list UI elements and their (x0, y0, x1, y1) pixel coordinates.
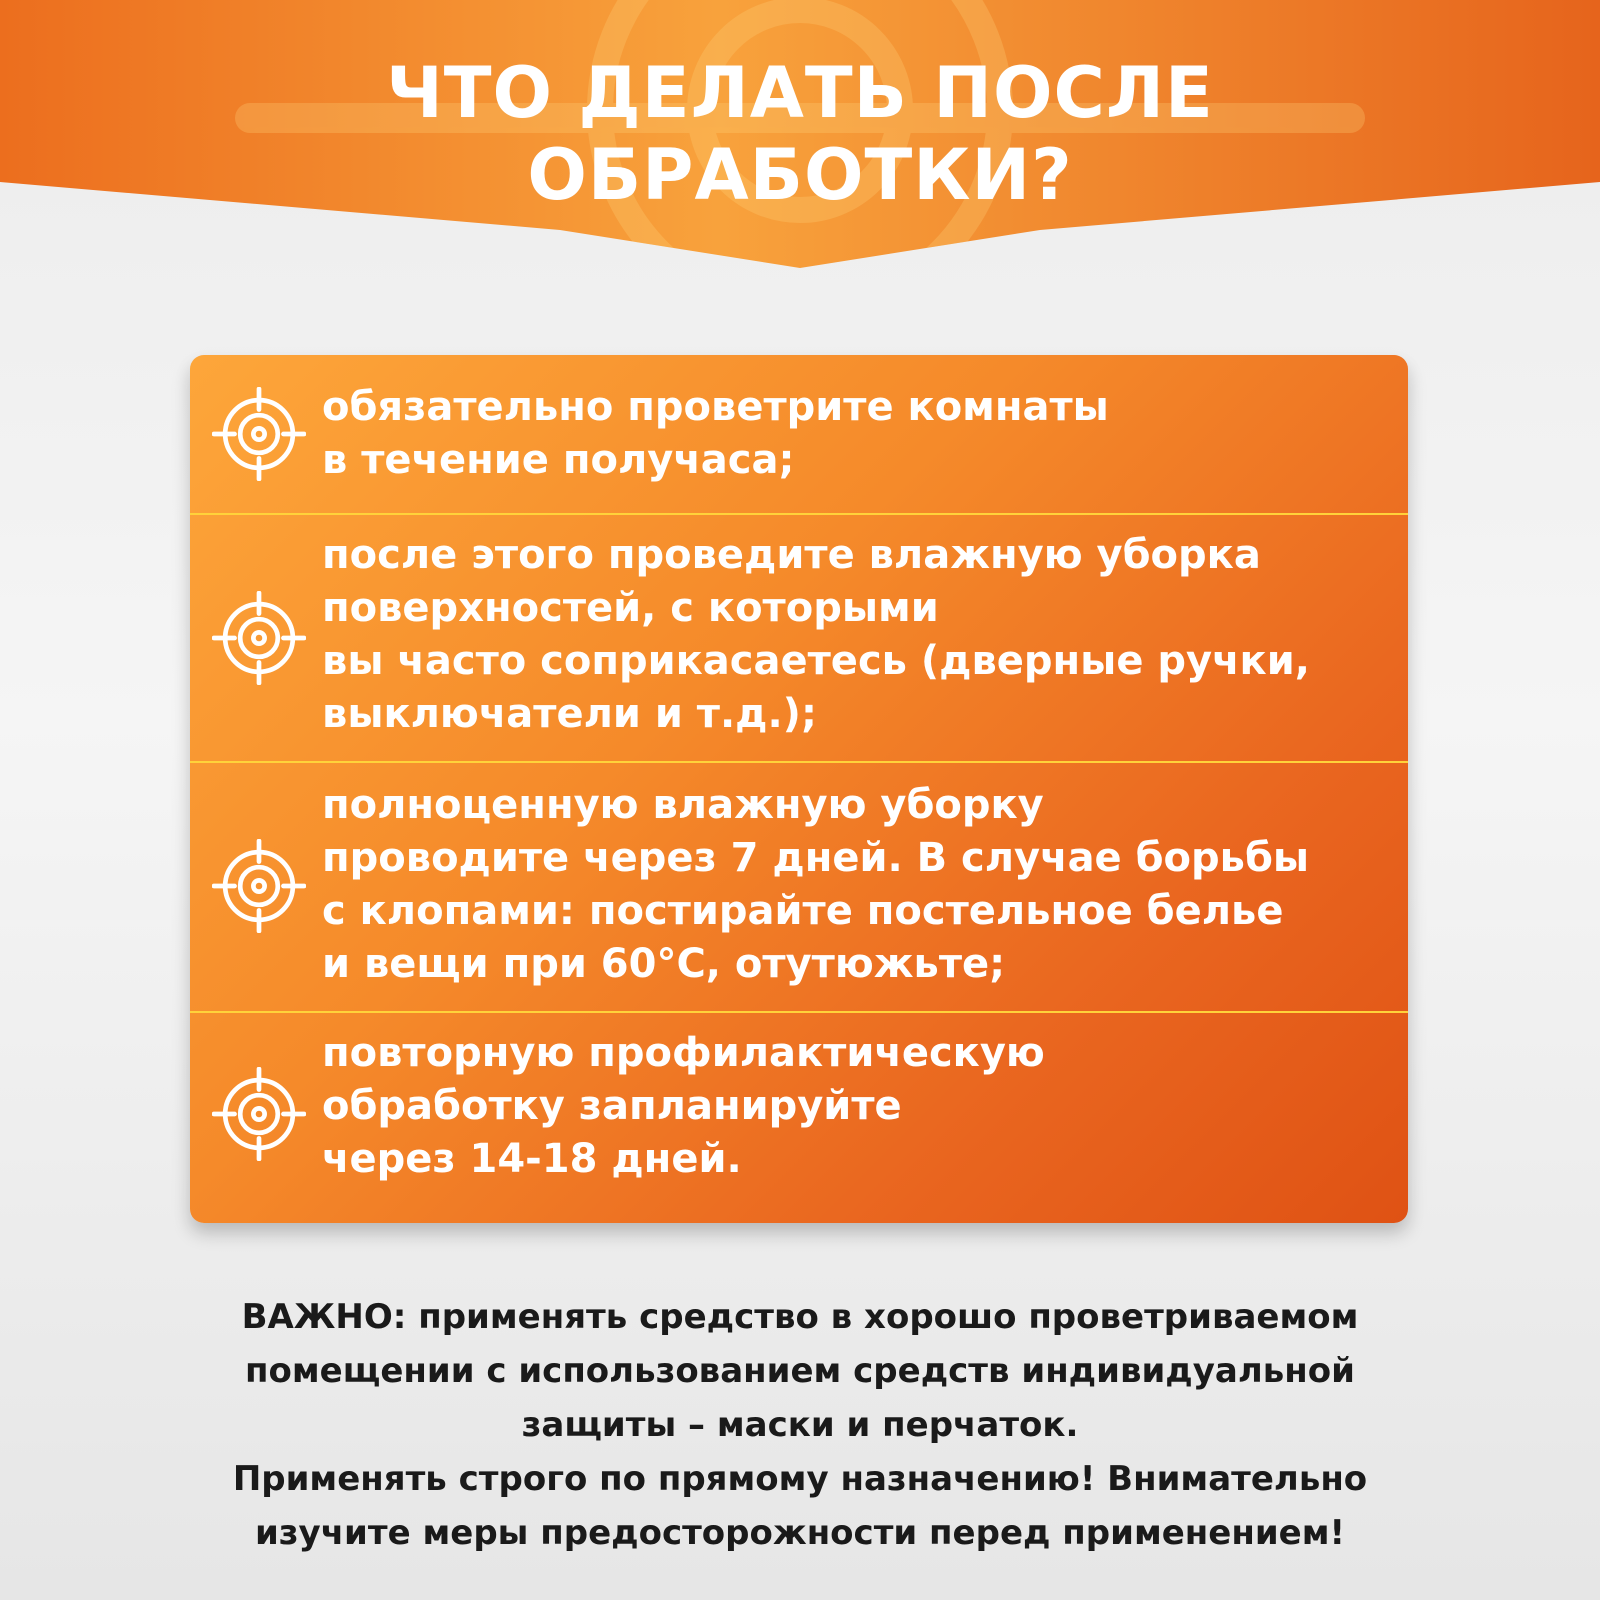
page-title-line-1: ЧТО ДЕЛАТЬ ПОСЛЕ (386, 52, 1214, 134)
step-line: с клопами: постирайте постельное белье (322, 888, 1284, 934)
step-text (322, 779, 1392, 991)
step-item-full-cleaning (190, 761, 1408, 1011)
step-text (322, 1027, 1392, 1186)
note-line: изучите меры предосторожности перед применением! (254, 1513, 1346, 1553)
step-line: проводите через 7 дней. В случае борьбы (322, 835, 1310, 881)
step-line: обязательно проветрите комнаты (322, 384, 1109, 430)
target-icon (212, 839, 306, 933)
note-line (120, 1290, 1480, 1344)
step-line: через 14-18 дней. (322, 1136, 742, 1182)
header-banner (0, 0, 1600, 270)
step-item-repeat-treatment (190, 1011, 1408, 1223)
target-icon (212, 591, 306, 685)
note-line: защиты – маски и перчаток. (521, 1405, 1079, 1445)
step-line: повторную профилактическую (322, 1030, 1045, 1076)
page-title (0, 52, 1600, 216)
page-title-line-2: ОБРАБОТКИ? (527, 134, 1073, 216)
step-text (322, 381, 1392, 487)
important-note (120, 1290, 1480, 1560)
note-first-line-text: применять средство в хорошо проветриваемом (406, 1297, 1359, 1337)
target-icon (212, 1067, 306, 1161)
note-line: помещении с использованием средств индивидуальной (245, 1351, 1355, 1391)
steps-card (190, 355, 1408, 1223)
step-item-wipe-surfaces (190, 513, 1408, 761)
step-line: и вещи при 60°С, отутюжьте; (322, 941, 1006, 987)
step-item-ventilate (190, 355, 1408, 513)
step-line: поверхностей, с которыми (322, 585, 939, 631)
step-line: вы часто соприкасаетесь (дверные ручки, (322, 638, 1310, 684)
note-label: ВАЖНО: (241, 1297, 407, 1337)
step-line: в течение получаса; (322, 437, 795, 483)
note-line: Применять строго по прямому назначению! Внимательно (232, 1459, 1368, 1499)
step-line: обработку запланируйте (322, 1083, 902, 1129)
step-line: полноценную влажную уборку (322, 782, 1044, 828)
step-line: выключатели и т.д.); (322, 691, 817, 737)
target-icon (212, 387, 306, 481)
step-line: после этого проведите влажную уборка (322, 532, 1261, 578)
step-text (322, 529, 1392, 741)
